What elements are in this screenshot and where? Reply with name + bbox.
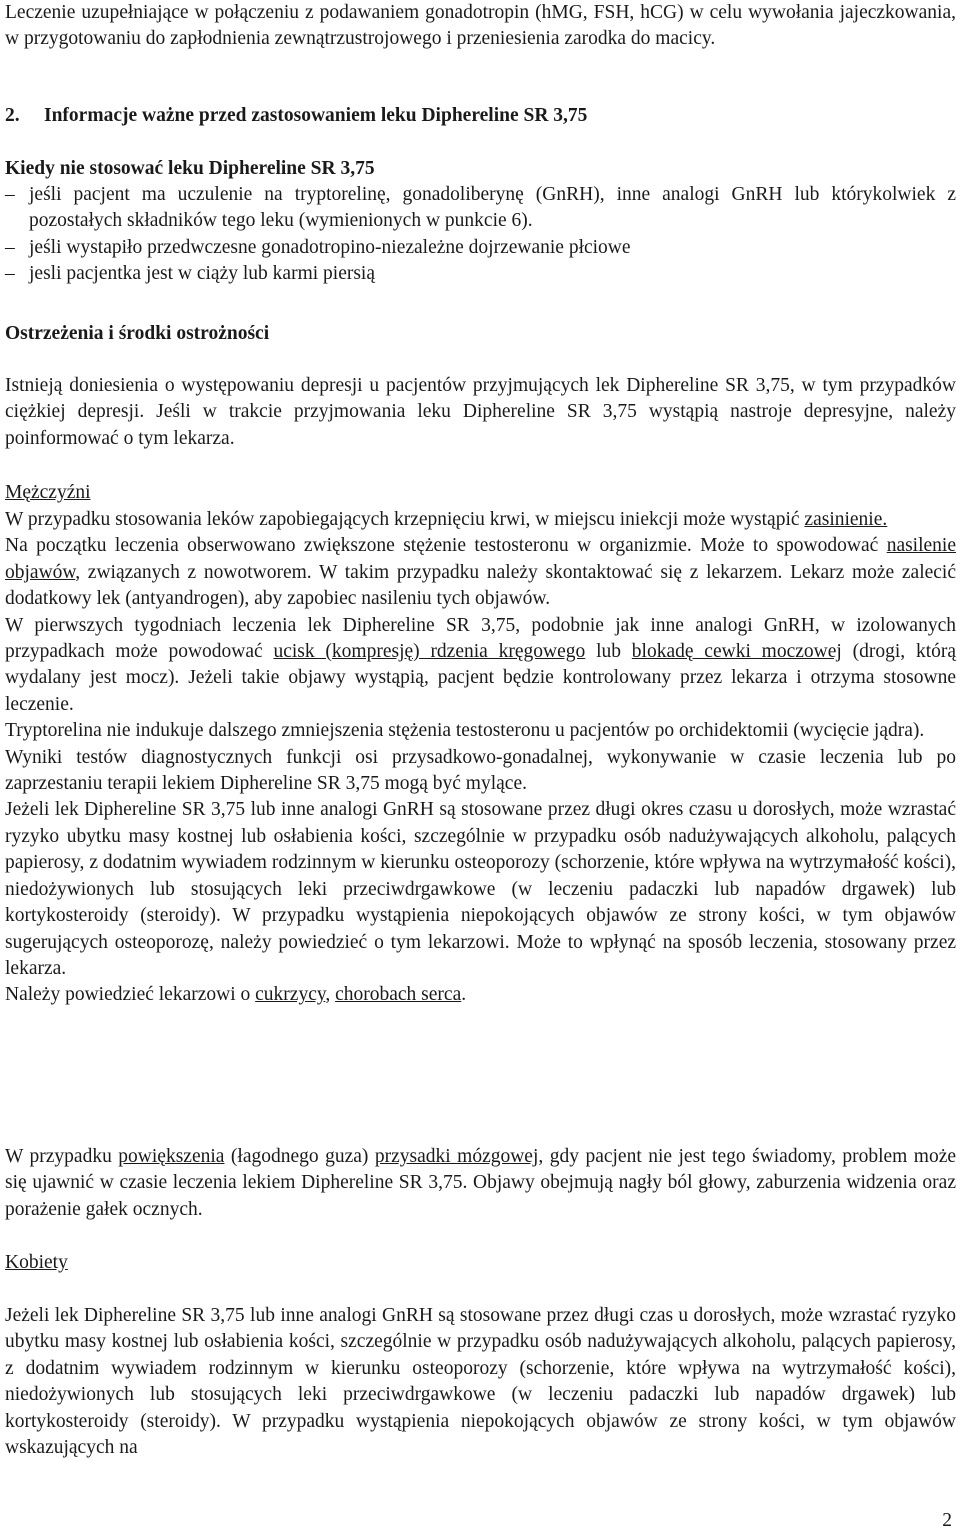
intro-paragraph: Leczenie uzupełniające w połączeniu z podawaniem gonadotropin (hMG, FSH, hCG) w celu wywołania jajeczkowania, w przygotowaniu do zapłodnienia zewnątrzustrojowego i przeniesienia zarodka do macicy. (5, 2, 956, 50)
men-paragraph: Tryptorelina nie indukuje dalszego zmniejszenia stężenia testosteronu u pacjentów po orchidektomii (wycięcie jądra). (5, 720, 925, 742)
underlined-term: zasinienie. (804, 509, 888, 530)
men-heading: Mężczyźni (5, 482, 91, 503)
pituitary-paragraph: W przypadku powiększenia (łagodnego guza) przysadki mózgowej, gdy pacjent nie jest tego świadomy, problem może się ujawnić w czasie leczenia lekiem Diphereline SR 3,75. Objawy obejmują nagły ból głowy, zaburzenia widzenia oraz porażenie gałek ocznych. (5, 1146, 957, 1220)
section-title: Informacje ważne przed zastosowaniem leku Diphereline SR 3,75 (44, 105, 588, 126)
underlined-term: nasilenie objawów (5, 535, 956, 583)
men-paragraph: W pierwszych tygodniach leczenia lek Diphereline SR 3,75, podobnie jak inne analogi GnRH, w izolowanych przypadkach może powodować ucisk (kompresję) rdzenia kręgowego lub blokadę cewki moczowej (drogi, którą wydalany jest mocz). Jeżeli takie objawy wystąpią, pacjent będzie kontrolowany przez lekarza i otrzyma stosowne leczenie. (5, 614, 957, 715)
women-heading: Kobiety (5, 1252, 68, 1273)
list-item: – jeśli wystapiło przedwczesne gonadotropino-niezależne dojrzewanie płciowe (5, 235, 956, 261)
section-number: 2. (5, 105, 20, 126)
when-not-heading: Kiedy nie stosować leku Diphereline SR 3,75 (5, 158, 375, 179)
page-number: 2 (942, 1510, 952, 1531)
contraindications-list (5, 182, 956, 288)
warnings-paragraph: Istnieją doniesienia o występowaniu depresji u pacjentów przyjmujących lek Diphereline SR 3,75, w tym przypadków ciężkiej depresji. Jeśli w trakcie przyjmowania leku Diphereline SR 3,75 wystąpią nastroje depresyjne, należy poinformować o tym lekarza. (5, 375, 956, 449)
women-paragraph: Jeżeli lek Diphereline SR 3,75 lub inne analogi GnRH są stosowane przez długi czas u dorosłych, może wzrastać ryzyko ubytku masy kostnej lub osłabienia kości, szczególnie w przypadku osób nadużywających alkoholu, palących papierosy, z dodatnim wywiadem rodzinnym w kierunku osteoporozy (schorzenie, które wpływa na wytrzymałość kości), niedożywionych lub stosujących leki przeciwdrgawkowe (w leczeniu padaczki lub napadów drgawek) lub kortykosteroidy (steroidy). W przypadku wystąpienia niepokojących objawów ze strony kości, w tym objawów wskazujących na (5, 1305, 956, 1459)
men-paragraph: W przypadku stosowania leków zapobiegających krzepnięciu krwi, w miejscu iniekcji może wystąpić zasinienie. (5, 509, 888, 530)
list-item: – jesli pacjentka jest w ciąży lub karmi piersią (5, 261, 956, 287)
underlined-term: przysadki mózgowej (374, 1146, 539, 1167)
men-paragraph: Na początku leczenia obserwowano zwiększone stężenie testosteronu w organizmie. Może to spowodować nasilenie objawów, związanych z nowotworem. W takim przypadku należy skontaktować się z lekarzem. Lekarz może zalecić dodatkowy lek (antyandrogen), aby zapobiec nasileniu tych objawów. (5, 535, 956, 610)
list-item: – jeśli pacjent ma uczulenie na tryptorelinę, gonadoliberynę (GnRH), inne analogi GnRH lub którykolwiek z pozostałych składników tego leku (wymienionych w punkcie 6). (5, 182, 956, 235)
men-paragraph: Należy powiedzieć lekarzowi o cukrzycy, chorobach serca. (5, 984, 467, 1006)
men-section (5, 507, 956, 1009)
men-paragraph: Jeżeli lek Diphereline SR 3,75 lub inne analogi GnRH są stosowane przez długi okres czasu u dorosłych, może wzrastać ryzyko ubytku masy kostnej lub osłabienia kości, szczególnie w przypadku osób nadużywających alkoholu, palących papierosy, z dodatnim wywiadem rodzinnym w kierunku osteoporozy (schorzenie, które wpływa na wytrzymałość kości), niedożywionych lub stosujących leki przeciwdrgawkowe (w leczeniu padaczki lub napadów drgawek) lub kortykosteroidy (steroidy). W przypadku wystąpienia niepokojących objawów ze strony kości, w tym objawów sugerujących osteoporozę, należy powiedzieć o tym lekarzowi. Może to wpłynąć na sposób leczenia, stosowany przez lekarza. (5, 799, 956, 979)
warnings-heading: Ostrzeżenia i środki ostrożności (5, 323, 270, 344)
men-paragraph: Wyniki testów diagnostycznych funkcji osi przysadkowo-gonadalnej, wykonywanie w czasie leczenia lub po zaprzestaniu terapii lekiem Diphereline SR 3,75 mogą być mylące. (5, 746, 956, 795)
underlined-term: powiększenia (118, 1146, 225, 1167)
section-2-heading (5, 103, 956, 129)
underlined-term: blokadę cewki moczowej (631, 641, 842, 663)
underlined-term: cukrzycy (255, 984, 326, 1006)
underlined-term: ucisk (kompresję) rdzenia kręgowego (273, 641, 586, 663)
underlined-term: chorobach serca (335, 984, 462, 1006)
